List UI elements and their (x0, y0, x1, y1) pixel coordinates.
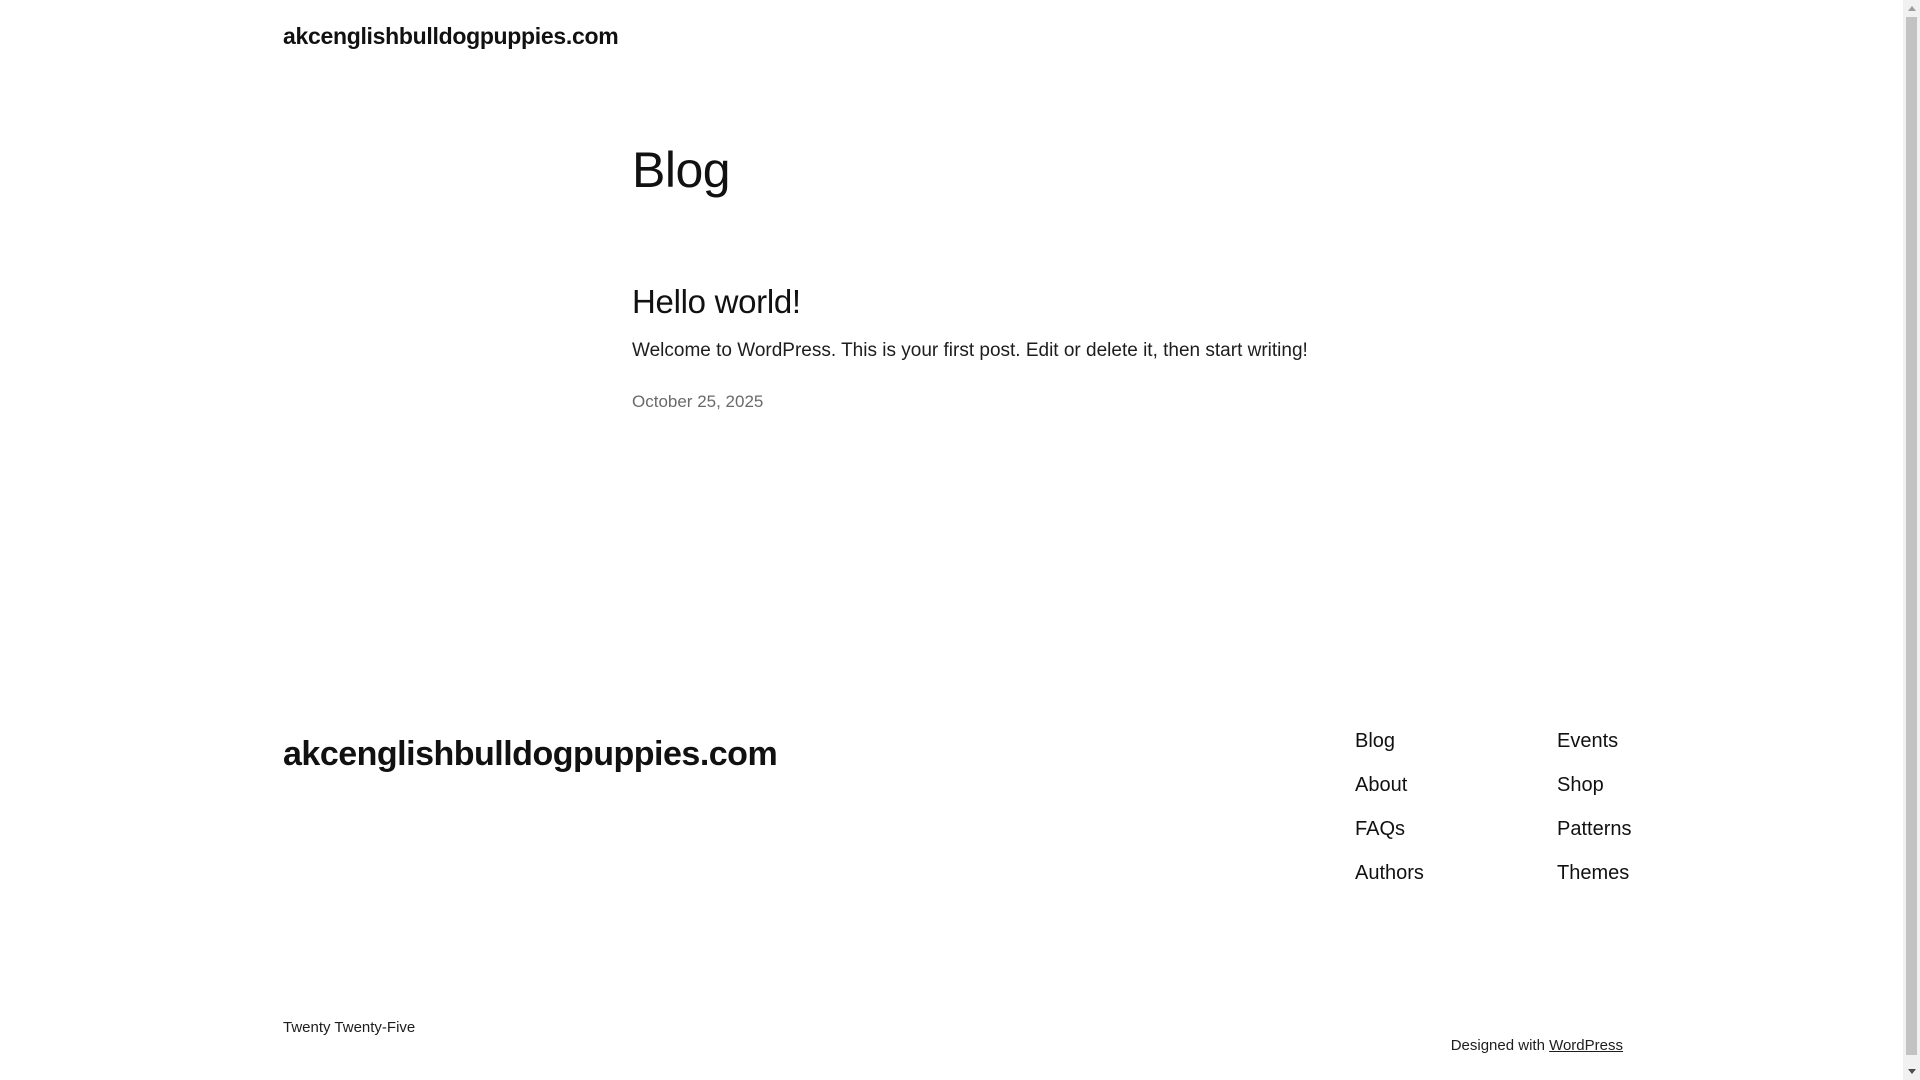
footer-site-title-link[interactable]: akcenglishbulldogpuppies.com (283, 735, 778, 773)
footer-link-faqs[interactable]: FAQs (1355, 818, 1406, 840)
wordpress-link[interactable]: WordPress (1549, 1037, 1623, 1054)
scroll-down-arrow-icon (1908, 1069, 1916, 1074)
footer-link-blog[interactable]: Blog (1355, 730, 1396, 752)
footer-nav-column-1 (1355, 730, 1424, 884)
theme-name-text: Twenty Twenty-Five (283, 1019, 416, 1036)
scroll-up-arrow-icon (1908, 6, 1916, 11)
vertical-scrollbar[interactable] (1903, 0, 1920, 1080)
designed-with-text: Designed with (1450, 1037, 1550, 1054)
post-title-link[interactable]: Hello world! (632, 283, 801, 320)
post-date: October 25, 2025 (632, 392, 764, 411)
page-title: Blog (632, 142, 731, 198)
footer-link-patterns[interactable]: Patterns (1557, 818, 1632, 840)
designed-with-credit (1426, 1019, 1623, 1073)
footer-link-authors[interactable]: Authors (1355, 862, 1424, 884)
header-site-title-link[interactable]: akcenglishbulldogpuppies.com (283, 23, 619, 49)
footer-link-about[interactable]: About (1355, 774, 1408, 796)
scroll-down-button[interactable] (1903, 1063, 1920, 1080)
footer-link-shop[interactable]: Shop (1557, 774, 1604, 796)
scroll-up-button[interactable] (1903, 0, 1920, 17)
scrollbar-thumb[interactable] (1906, 17, 1917, 1055)
footer-link-events[interactable]: Events (1557, 730, 1619, 752)
footer-link-themes[interactable]: Themes (1557, 862, 1630, 884)
footer-nav-column-2 (1557, 730, 1631, 884)
post-excerpt: Welcome to WordPress. This is your first post. Edit or delete it, then start writing! (632, 340, 1308, 361)
